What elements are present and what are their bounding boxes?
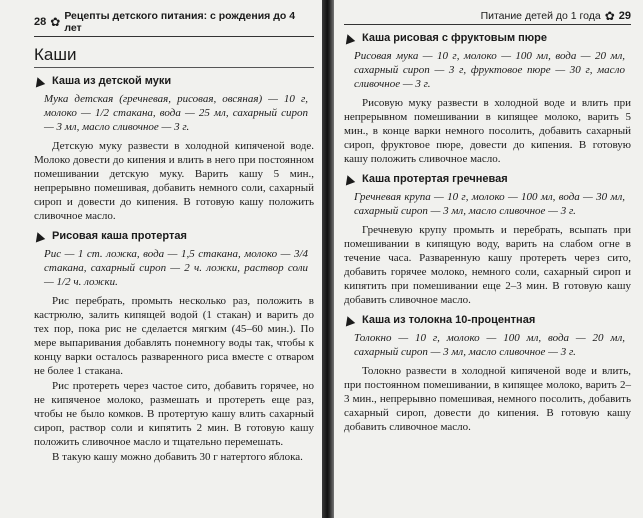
recipe-title: Каша из детской муки	[52, 75, 172, 87]
book-spine	[322, 0, 334, 518]
recipe-heading	[344, 173, 631, 185]
recipe	[34, 75, 314, 223]
running-head-title: Питание детей до 1 года	[480, 10, 601, 22]
running-head-title: Рецепты детского питания: с рождения до 4 лет	[64, 10, 296, 34]
ornament-icon: ✿	[50, 15, 61, 29]
triangle-bullet-icon	[33, 230, 45, 242]
recipe-ingredients: Толокно — 10 г, молоко — 100 мл, вода — 20 мл, сахарный сироп — 3 мл, масло сливочное — 3 г.	[354, 332, 625, 358]
right-page	[334, 0, 643, 518]
recipe-paragraph: Рис перебрать, промыть несколько раз, положить в кастрюлю, залить кипящей водой (1 стакан) и варить до тех пор, пока рис не сделается мягким (45–60 мин.). По мере выпаривания добавлять понемногу воды так, чтобы к концу варки осталось разваренного риса вместе с отваром не более 1 стакана.	[34, 295, 314, 377]
triangle-bullet-icon	[33, 75, 45, 87]
recipe-heading	[344, 32, 631, 44]
recipe-paragraph: Гречневую крупу промыть и перебрать, всыпать при помешивании в кипящую воду, варить на слабом огне в течение часа. Разваренную кашу протереть через сито, добавить горячее молоко, немного соли, сахарный сироп и кипятить при помешивании еще 2–3 мин. В готовую кашу добавить сливочное масло.	[344, 224, 631, 306]
left-running-head	[34, 10, 314, 37]
recipe	[344, 32, 631, 166]
recipe-ingredients: Мука детская (гречневая, рисовая, овсяная) — 10 г, молоко — 1/2 стакана, вода — 25 мл, сахарный сироп — 3 мл, масло сливочное — 3 г.	[44, 93, 308, 133]
recipe-paragraph: Детскую муку развести в холодной кипяченой воде. Молоко довести до кипения и влить в него при постоянном помешивании детскую муку. Варить кашу 5 мин., непрерывно помешивая, добавить немного соли, сахарный сироп и довести до кипения. В готовую кашу положить сливочное масло.	[34, 140, 314, 222]
page-number: 28	[34, 16, 47, 28]
ornament-icon: ✿	[604, 9, 615, 23]
recipe-ingredients: Гречневая крупа — 10 г, молоко — 100 мл, вода — 30 мл, сахарный сироп — 3 мл, масло сливочное — 3 г.	[354, 191, 625, 217]
triangle-bullet-icon	[343, 173, 355, 185]
triangle-bullet-icon	[343, 32, 355, 44]
recipe-title: Рисовая каша протертая	[52, 230, 187, 242]
recipe-title: Каша протертая гречневая	[362, 173, 508, 185]
recipe-paragraph: Рисовую муку развести в холодной воде и влить при непрерывном помешивании в кипящее молоко, варить 5 мин., в конце варки немного посолить, добавить сахарный сироп, фруктовое пюре, довести до кипения. В готовую кашу положить сливочное масло.	[344, 97, 631, 165]
right-running-head	[344, 10, 631, 25]
triangle-bullet-icon	[343, 314, 355, 326]
recipe-paragraph: Толокно развести в холодной кипяченой воде и влить, при постоянном помешивании, в кипящее молоко, варить 2–3 мин., непрерывно помешивая, немного посолить, добавить сахарный сироп, довести до кипения. В готовую кашу добавить сливочное масло.	[344, 365, 631, 433]
recipe-ingredients: Рис — 1 ст. ложка, вода — 1,5 стакана, молоко — 3/4 стакана, сахарный сироп — 2 ч. ложки, раствор соли — 1/2 ч. ложки.	[44, 248, 308, 288]
recipe-paragraph: Рис протереть через частое сито, добавить горячее, но не кипяченое молоко, размешать и протереть еще раз, чтобы не было комков. В протертую кашу влить сахарный сироп, раствор соли и кипятить 2 мин. В готовую кашу положить сливочное масло и тщательно перемешать.	[34, 380, 314, 448]
recipe	[344, 314, 631, 434]
recipe	[344, 173, 631, 307]
recipe	[34, 230, 314, 464]
section-title: Каши	[34, 45, 314, 68]
recipe-heading	[344, 314, 631, 326]
recipe-ingredients: Рисовая мука — 10 г, молоко — 100 мл, вода — 20 мл, сахарный сироп — 3 г, фруктовое пюре — 30 г, масло сливочное — 3 г.	[354, 50, 625, 90]
recipe-title: Каша из толокна 10-процентная	[362, 314, 536, 326]
recipe-paragraph: В такую кашу можно добавить 30 г натертого яблока.	[52, 451, 303, 463]
recipe-heading	[34, 230, 314, 242]
recipe-title: Каша рисовая с фруктовым пюре	[362, 32, 548, 44]
recipe-heading	[34, 75, 314, 87]
page-number: 29	[618, 10, 631, 22]
